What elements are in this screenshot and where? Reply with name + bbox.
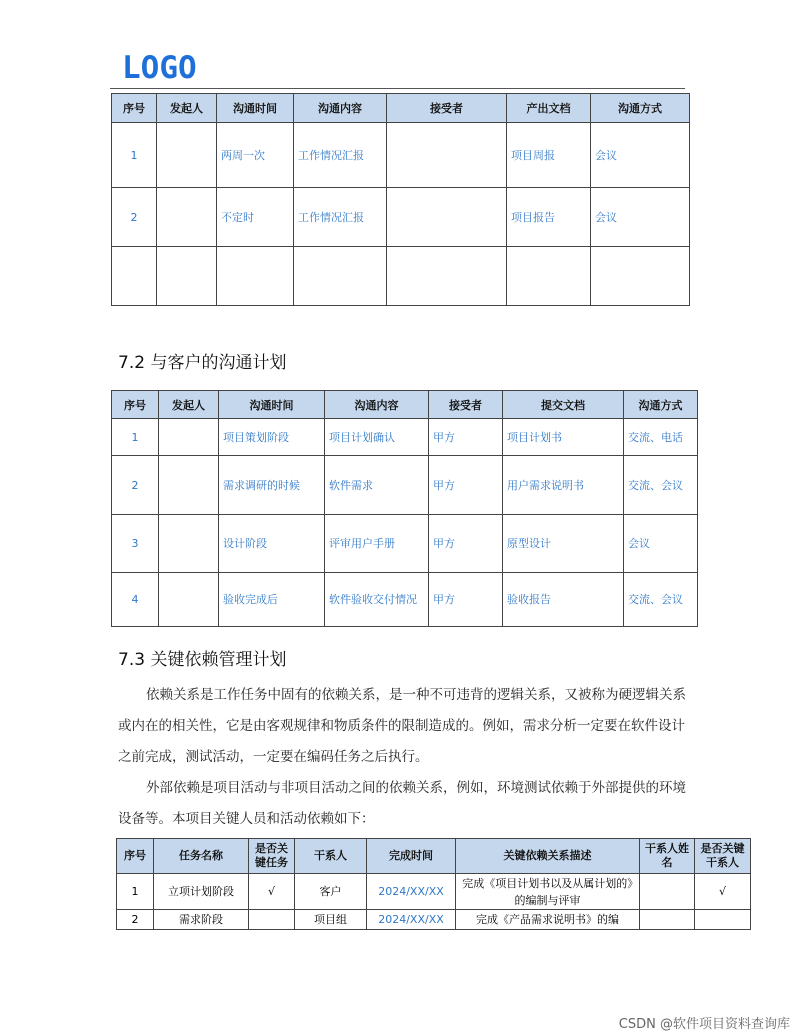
col-header: 是否关键任务 [249,839,295,874]
internal-communication-table [111,93,690,306]
col-header: 任务名称 [154,839,249,874]
table-row [112,573,698,627]
table-cell: 交流、会议 [624,456,698,515]
table-cell: 项目计划书 [503,419,624,456]
table-cell [157,123,217,188]
table-cell [387,123,507,188]
table-cell: 会议 [624,515,698,573]
col-header: 沟通方式 [624,391,698,419]
table-cell: 2024/XX/XX [367,874,456,910]
table-cell: 甲方 [429,456,503,515]
table-cell: 甲方 [429,419,503,456]
table-cell: 软件验收交付情况 [325,573,429,627]
table-cell: 项目策划阶段 [219,419,325,456]
table-cell: 两周一次 [217,123,294,188]
section-title: 7.2 与客户的沟通计划 [118,353,287,373]
table-cell [159,573,219,627]
table-cell: 2 [112,188,157,247]
col-header: 关键依赖关系描述 [456,839,640,874]
table-cell: 验收完成后 [219,573,325,627]
table-row [112,515,698,573]
table-cell: 评审用户手册 [325,515,429,573]
table-cell: √ [695,874,751,910]
table-cell: 会议 [591,188,690,247]
table-cell: 2024/XX/XX [367,910,456,930]
table-cell: 设计阶段 [219,515,325,573]
table-cell: 工作情况汇报 [294,188,387,247]
table-cell: 项目计划确认 [325,419,429,456]
table-row [117,874,751,910]
table-cell [157,247,217,306]
table-header-row [117,839,751,874]
table-cell: 项目报告 [507,188,591,247]
table-cell: 1 [117,874,154,910]
table-cell: 4 [112,573,159,627]
key-dependency-table [116,838,751,930]
table-row [112,188,690,247]
table-cell: 立项计划阶段 [154,874,249,910]
col-header: 是否关键干系人 [695,839,751,874]
col-header: 接受者 [429,391,503,419]
table-cell [294,247,387,306]
customer-communication-table [111,390,698,627]
col-header: 序号 [112,94,157,123]
table-cell: 完成《产品需求说明书》的编 [456,910,640,930]
col-header: 沟通内容 [325,391,429,419]
table-cell: 交流、电话 [624,419,698,456]
col-header: 发起人 [157,94,217,123]
table-cell: 验收报告 [503,573,624,627]
table-cell: 会议 [591,123,690,188]
col-header: 沟通方式 [591,94,690,123]
col-header: 沟通内容 [294,94,387,123]
table-row [117,910,751,930]
paragraph: 依赖关系是工作任务中固有的依赖关系，是一种不可违背的逻辑关系，又被称为硬逻辑关系或内在的相关性，它是由客观规律和物质条件的限制造成的。例如，需求分析一定要在软件设计之前完成，测试活动，一定要在编码任务之后执行。 [118,687,686,765]
table-cell: 不定时 [217,188,294,247]
col-header: 沟通时间 [217,94,294,123]
body-text [118,680,693,835]
table-cell: 交流、会议 [624,573,698,627]
table-cell: 需求阶段 [154,910,249,930]
col-header: 沟通时间 [219,391,325,419]
table-cell [217,247,294,306]
table-cell: 项目组 [295,910,367,930]
table-cell [159,515,219,573]
table-cell: 完成《项目计划书以及从属计划的》的编制与评审 [456,874,640,910]
col-header: 提交文档 [503,391,624,419]
col-header: 干系人 [295,839,367,874]
table-cell: 工作情况汇报 [294,123,387,188]
table-cell: 甲方 [429,515,503,573]
table-cell [640,874,695,910]
table-cell: 3 [112,515,159,573]
table-header-row [112,391,698,419]
table-cell [249,910,295,930]
watermark: CSDN @软件项目资料查询库 [618,1017,790,1032]
table-row [112,123,690,188]
col-header: 完成时间 [367,839,456,874]
table-row [112,247,690,306]
table-cell: 2 [117,910,154,930]
header-rule [110,88,685,89]
table-cell [387,188,507,247]
table-cell [695,910,751,930]
section-title: 7.3 关键依赖管理计划 [118,650,287,670]
table-cell: 项目周报 [507,123,591,188]
table-cell: 需求调研的时候 [219,456,325,515]
table-cell [387,247,507,306]
table-cell: 1 [112,123,157,188]
paragraph: 外部依赖是项目活动与非项目活动之间的依赖关系，例如，环境测试依赖于外部提供的环境设备等。本项目关键人员和活动依赖如下： [118,780,686,827]
table-cell [112,247,157,306]
table-cell [159,419,219,456]
col-header: 接受者 [387,94,507,123]
table-cell [591,247,690,306]
col-header: 产出文档 [507,94,591,123]
table-row [112,456,698,515]
table-cell: 2 [112,456,159,515]
table-row [112,419,698,456]
table-cell: 原型设计 [503,515,624,573]
table-cell: √ [249,874,295,910]
col-header: 干系人姓名 [640,839,695,874]
table-cell [157,188,217,247]
col-header: 序号 [112,391,159,419]
table-header-row [112,94,690,123]
logo-text: LOGO [122,50,197,86]
col-header: 序号 [117,839,154,874]
table-cell: 客户 [295,874,367,910]
logo [122,52,220,84]
table-cell [159,456,219,515]
table-cell: 用户需求说明书 [503,456,624,515]
table-cell: 软件需求 [325,456,429,515]
col-header: 发起人 [159,391,219,419]
table-cell [507,247,591,306]
table-cell: 甲方 [429,573,503,627]
table-cell: 1 [112,419,159,456]
table-cell [640,910,695,930]
